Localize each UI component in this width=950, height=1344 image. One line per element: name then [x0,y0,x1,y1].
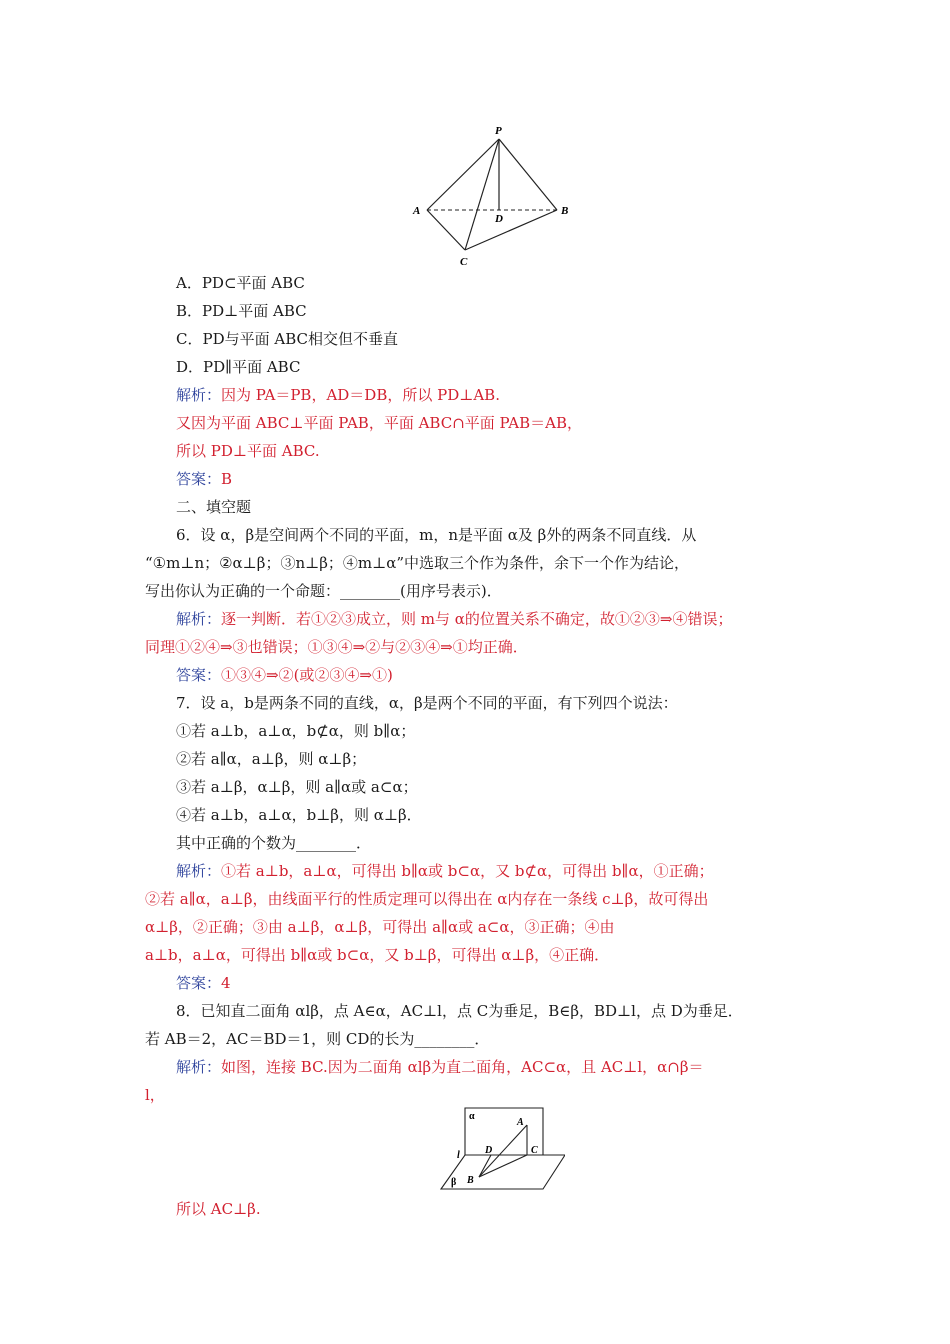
answer-label: 答案： [176,470,222,488]
q7-analysis-line-2: ②若 a∥α，a⊥β，由线面平行的性质定理可以得出在 α内存在一条线 c⊥β，故可得出 [145,890,709,908]
answer-value: 4 [221,974,231,992]
q7-statement-1: ①若 a⊥b，a⊥α，b⊄α，则 b∥α； [176,722,416,740]
pyramid-figure [405,120,585,270]
answer-value: ①③④⇒②(或②③④⇒①) [221,666,393,684]
q6-analysis-line-2: 同理①②④⇒③也错误；①③④⇒②与②③④⇒①均正确． [145,638,528,656]
q7-question: 其中正确的个数为________． [176,834,372,852]
label-d: D [485,1145,493,1156]
answer-value: B [221,470,233,488]
option-c: C．PD与平面 ABC相交但不垂直 [176,330,398,348]
answer-label: 答案： [176,666,222,684]
answer-label: 答案： [176,974,222,992]
q6-answer [176,665,393,685]
q8-analysis-line-2: l， [145,1086,165,1104]
q7-analysis-line-1 [176,861,714,881]
label-beta: β [451,1177,457,1188]
analysis-text: 逐一判断．若①②③成立，则 m与 α的位置关系不确定，故①②③⇒④错误； [221,610,733,628]
q7-answer [176,973,231,993]
label-b: B [467,1175,474,1186]
analysis-text: 如图，连接 BC.因为二面角 αlβ为直二面角，AC⊂α，且 AC⊥l，α∩β＝ [221,1058,704,1076]
q6-line-3: 写出你认为正确的一个命题：________(用序号表示)． [145,582,502,600]
q6-line-2: “①m⊥n；②α⊥β；③n⊥β；④m⊥α”中选取三个作为条件，余下一个作为结论， [145,554,690,572]
q8-analysis-line-1 [176,1057,704,1077]
q7-line-1: 7．设 a，b是两条不同的直线，α，β是两个不同的平面，有下列四个说法： [176,694,678,712]
q6-line-1: 6．设 α，β是空间两个不同的平面，m，n是平面 α及 β外的两条不同直线．从 [176,526,697,544]
q7-statement-3: ③若 a⊥β，α⊥β，则 a∥α或 a⊂α； [176,778,418,796]
q5-analysis-line-3: 所以 PD⊥平面 ABC. [176,442,320,460]
label-d: D [495,213,503,225]
label-p: P [495,125,502,137]
q7-statement-2: ②若 a∥α，a⊥β，则 α⊥β； [176,750,367,768]
q8-line-2: 若 AB＝2，AC＝BD＝1，则 CD的长为________． [145,1030,490,1048]
analysis-label: 解析： [176,610,222,628]
label-a: A [413,205,421,217]
q7-analysis-line-4: a⊥b，a⊥α，可得出 b∥α或 b⊂α，又 b⊥β，可得出 α⊥β，④正确． [145,946,610,964]
option-a: A．PD⊂平面 ABC [176,274,305,292]
analysis-text: 因为 PA＝PB，AD＝DB，所以 PD⊥AB. [221,386,500,404]
label-c: C [531,1145,538,1156]
q5-analysis-line-2: 又因为平面 ABC⊥平面 PAB，平面 ABC∩平面 PAB＝AB， [176,414,582,432]
q5-analysis-line-1 [176,385,500,405]
section-title: 二、填空题 [176,498,252,516]
label-b: B [561,205,569,217]
q7-analysis-line-3: α⊥β，②正确；③由 a⊥β，α⊥β，可得出 a∥α或 a⊂α，③正确；④由 [145,918,615,936]
q7-statement-4: ④若 a⊥b，a⊥α，b⊥β，则 α⊥β． [176,806,422,824]
label-a: A [517,1117,524,1128]
q6-analysis-line-1 [176,609,732,629]
analysis-label: 解析： [176,862,222,880]
q8-analysis-line-3: 所以 AC⊥β. [176,1200,261,1218]
label-c: C [460,256,468,268]
option-b: B．PD⊥平面 ABC [176,302,307,320]
analysis-label: 解析： [176,1058,222,1076]
analysis-text: ①若 a⊥b，a⊥α，可得出 b∥α或 b⊂α，又 b⊄α，可得出 b∥α，①正确； [221,862,714,880]
analysis-label: 解析： [176,386,222,404]
dihedral-angle-figure [435,1105,565,1195]
option-d: D．PD∥平面 ABC [176,358,301,376]
label-l: l [457,1150,460,1161]
label-alpha: α [469,1111,475,1122]
q5-answer [176,469,232,489]
q8-line-1: 8．已知直二面角 αlβ，点 A∈α，AC⊥l，点 C为垂足，B∈β，BD⊥l，点 D为垂足． [176,1002,743,1020]
